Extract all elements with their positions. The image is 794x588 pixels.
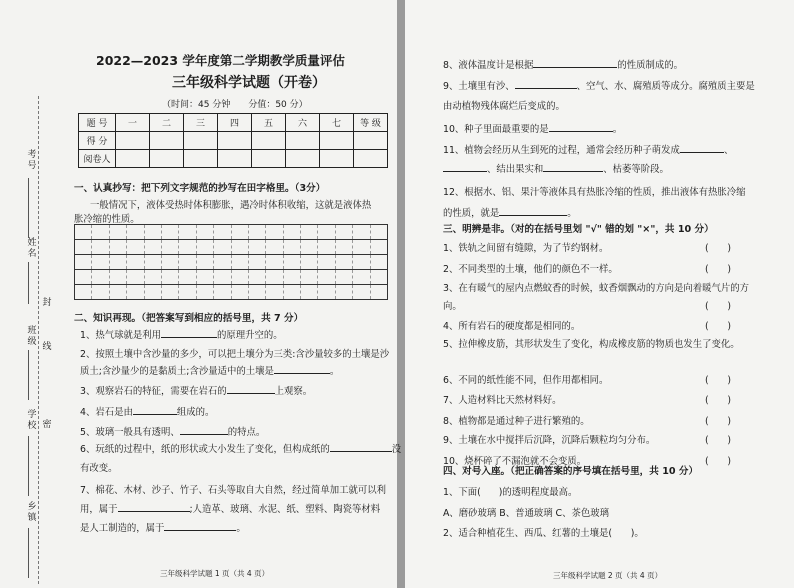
tianzige-cell[interactable] <box>162 285 179 299</box>
s2-q7-line1: 7、棉花、木材、沙子、竹子、石头等取自大自然，经过简单加工就可以利 <box>80 485 386 496</box>
grader-cell[interactable] <box>218 150 252 168</box>
score-cell[interactable] <box>286 132 320 150</box>
q9-text-a: 9、土壤里有沙、 <box>443 81 515 92</box>
tianzige-cell[interactable] <box>92 240 109 254</box>
name-field[interactable] <box>28 262 35 304</box>
answer-parenthesis[interactable]: ( ) <box>705 264 732 275</box>
tianzige-cell[interactable] <box>75 270 92 284</box>
s2-q6-text-a: 6、玩纸的过程中，纸的形状或大小发生了变化，但构成纸的 <box>80 444 330 455</box>
tianzige-cell[interactable] <box>284 225 301 239</box>
true-false-item: 3、在有暖气的屋内点燃蚊香的时候，蚊香烟飘动的方向是向着暖气片的方 <box>443 283 749 294</box>
q8-text-a: 8、液体温度计是根据 <box>443 60 534 71</box>
s2-q3-text-a: 3、观察岩石的特征，需要在岩石的 <box>80 386 227 397</box>
s2-q6-line1 <box>80 441 401 455</box>
tianzige-cell[interactable] <box>353 225 370 239</box>
true-false-item: 7、人造材料比天然材料好。 <box>443 395 562 406</box>
true-false-item: 向。 <box>443 301 462 312</box>
tianzige-cell[interactable] <box>301 270 318 284</box>
tianzige-cell[interactable] <box>75 255 92 269</box>
gutter-exam-no-label: 考号 <box>27 150 37 171</box>
tianzige-cell[interactable] <box>197 270 214 284</box>
tianzige-cell[interactable] <box>179 240 196 254</box>
tianzige-grid[interactable] <box>74 224 388 300</box>
s2-q7-blank-2[interactable] <box>164 521 236 531</box>
tianzige-cell[interactable] <box>92 270 109 284</box>
tianzige-cell[interactable] <box>75 240 92 254</box>
school-field[interactable] <box>28 436 35 496</box>
tianzige-cell[interactable] <box>249 240 266 254</box>
answer-parenthesis[interactable]: ( ) <box>705 416 732 427</box>
q12-line1: 12、根据水、铝、果汁等液体具有热胀冷缩的性质，推出液体有热胀冷缩 <box>443 187 746 198</box>
tianzige-cell[interactable] <box>179 255 196 269</box>
tianzige-cell[interactable] <box>127 240 144 254</box>
tianzige-cell[interactable] <box>162 270 179 284</box>
s2-q2-text-b: 质土;含沙量少的是黏质土;含沙量适中的土壤是 <box>80 366 274 377</box>
score-header-cell: 五 <box>252 114 286 132</box>
score-table-header <box>79 114 388 132</box>
tianzige-cell[interactable] <box>145 225 162 239</box>
s2-q4 <box>80 404 214 418</box>
q11-text-d: 、枯萎等阶段。 <box>603 164 669 175</box>
q10-text-b: 。 <box>612 124 623 135</box>
tianzige-cell[interactable] <box>214 240 231 254</box>
tianzige-cell[interactable] <box>266 270 283 284</box>
tianzige-cell[interactable] <box>249 270 266 284</box>
s2-q7-text-b: 用，属于 <box>80 504 118 515</box>
tianzige-cell[interactable] <box>179 225 196 239</box>
section-2-heading: 二、知识再现。（把答案写到相应的括号里，共 7 分） <box>74 313 304 324</box>
s1-text-line1: 一般情况下，液体受热时体积膨胀，遇冷时体积收缩，这就是液体热 <box>90 200 372 211</box>
q10 <box>443 121 622 135</box>
q10-text-a: 10、种子里面最重要的是 <box>443 124 549 135</box>
tianzige-cell[interactable] <box>197 225 214 239</box>
grader-row <box>79 150 388 168</box>
tianzige-cell[interactable] <box>284 270 301 284</box>
tianzige-cell[interactable] <box>266 240 283 254</box>
tianzige-cell[interactable] <box>127 255 144 269</box>
tianzige-cell[interactable] <box>92 255 109 269</box>
s4-q1 <box>443 484 577 498</box>
tianzige-cell[interactable] <box>266 255 283 269</box>
tianzige-cell[interactable] <box>127 270 144 284</box>
s2-q1-text-b: 的原理升空的。 <box>216 330 283 341</box>
gutter-secret-mark: 密 <box>42 420 52 430</box>
q10-blank[interactable] <box>549 122 613 132</box>
answer-parenthesis[interactable]: ( ) <box>705 301 732 312</box>
tianzige-cell[interactable] <box>336 240 353 254</box>
tianzige-cell[interactable] <box>266 285 283 299</box>
s2-q1 <box>80 327 283 341</box>
grader-cell[interactable] <box>320 150 354 168</box>
tianzige-cell[interactable] <box>318 225 335 239</box>
grader-cell[interactable] <box>184 150 218 168</box>
section-3-heading: 三、明辨是非。（对的在括号里划 "√" 错的划 "×"，共 10 分） <box>443 224 714 235</box>
tianzige-cell[interactable] <box>353 270 370 284</box>
s2-q7-blank-1[interactable] <box>118 502 190 512</box>
s2-q7-line2 <box>80 501 380 515</box>
q12-line2 <box>443 205 577 219</box>
score-table <box>78 113 388 168</box>
grader-cell[interactable] <box>252 150 286 168</box>
gutter-township-label: 乡镇 <box>27 502 37 523</box>
tianzige-cell[interactable] <box>284 285 301 299</box>
q11-blank-1[interactable] <box>680 143 724 153</box>
tianzige-cell[interactable] <box>179 270 196 284</box>
q8-text-b: 的性质制成的。 <box>617 60 683 71</box>
tianzige-cell[interactable] <box>266 225 283 239</box>
s2-q6-line2: 有改变。 <box>80 463 118 474</box>
q12-text-b: 的性质，就是 <box>443 208 500 219</box>
true-false-item: 2、不同类型的土壤，他们的颜色不一样。 <box>443 264 618 275</box>
tianzige-cell[interactable] <box>162 225 179 239</box>
true-false-item: 9、土壤在水中搅拌后沉降，沉降后颗粒均匀分布。 <box>443 435 656 446</box>
q8 <box>443 57 683 71</box>
tianzige-cell[interactable] <box>371 285 387 299</box>
s2-q6-text-b: 没 <box>391 444 402 455</box>
tianzige-row[interactable] <box>74 224 388 239</box>
answer-parenthesis[interactable]: ( ) <box>705 321 732 332</box>
s2-q4-blank[interactable] <box>133 405 177 415</box>
tianzige-cell[interactable] <box>110 240 127 254</box>
exam-meta: （时间：45 分钟 分值：50 分） <box>162 100 308 110</box>
tianzige-cell[interactable] <box>249 225 266 239</box>
s2-q7-text-d: 是人工制造的，属于 <box>80 523 165 534</box>
s4-q1-text-b: )的透明程度最高。 <box>498 487 578 498</box>
tianzige-cell[interactable] <box>336 285 353 299</box>
tianzige-cell[interactable] <box>284 255 301 269</box>
q11-text-b: 、 <box>723 145 734 156</box>
score-header-cell: 题 号 <box>79 114 116 132</box>
tianzige-cell[interactable] <box>197 240 214 254</box>
grader-cell[interactable] <box>354 150 388 168</box>
tianzige-cell[interactable] <box>301 255 318 269</box>
score-row-label: 得 分 <box>79 132 116 150</box>
tianzige-cell[interactable] <box>145 255 162 269</box>
answer-parenthesis[interactable]: ( ) <box>705 375 732 386</box>
s2-q2-line2 <box>80 363 339 377</box>
right-page <box>405 0 794 588</box>
tianzige-cell[interactable] <box>92 225 109 239</box>
q12-text-c: 。 <box>567 208 577 219</box>
true-false-item: 10、烧杯碎了不漏泡就不会变质。 <box>443 456 587 467</box>
grader-cell[interactable] <box>116 150 150 168</box>
answer-parenthesis[interactable]: ( ) <box>705 456 732 467</box>
true-false-item: 6、不同的纸性能不同，但作用都相同。 <box>443 375 609 386</box>
tianzige-cell[interactable] <box>232 270 249 284</box>
tianzige-cell[interactable] <box>127 285 144 299</box>
section-1-heading: 一、认真抄写：把下列文字规范的抄写在田字格里。（3分） <box>74 183 326 194</box>
township-field[interactable] <box>28 528 35 578</box>
q11-blank-3[interactable] <box>543 162 603 172</box>
grader-cell[interactable] <box>150 150 184 168</box>
s2-q7-line3 <box>80 520 246 534</box>
score-cell[interactable] <box>116 132 150 150</box>
answer-parenthesis[interactable]: ( ) <box>705 435 732 446</box>
exam-subtitle: 三年级科学试题（开卷） <box>172 75 326 91</box>
tianzige-cell[interactable] <box>301 285 318 299</box>
s2-q5-text-b: 的特点。 <box>227 427 266 438</box>
tianzige-cell[interactable] <box>197 285 214 299</box>
score-cell[interactable] <box>218 132 252 150</box>
tianzige-cell[interactable] <box>284 240 301 254</box>
s2-q4-text-b: 组成的。 <box>176 407 215 418</box>
tianzige-cell[interactable] <box>353 285 370 299</box>
tianzige-cell[interactable] <box>75 225 92 239</box>
tianzige-cell[interactable] <box>301 240 318 254</box>
s4-q1-text-a: 1、下面( <box>443 487 481 498</box>
exam-no-field[interactable] <box>28 178 35 238</box>
s2-q2-text-c: 。 <box>329 366 340 377</box>
score-header-cell: 六 <box>286 114 320 132</box>
section-4-heading: 四、对号入座。（把正确答案的序号填在括号里，共 10 分） <box>443 466 699 477</box>
tianzige-cell[interactable] <box>232 255 249 269</box>
tianzige-cell[interactable] <box>353 240 370 254</box>
score-cell[interactable] <box>320 132 354 150</box>
tianzige-cell[interactable] <box>318 270 335 284</box>
s2-q7-text-e: 。 <box>236 523 246 534</box>
gutter-line-mark: 线 <box>42 342 52 352</box>
tianzige-cell[interactable] <box>249 285 266 299</box>
s2-q3-blank[interactable] <box>227 384 275 394</box>
right-page-footer: 三年级科学试题 2 页（共 4 页） <box>553 571 663 580</box>
q11-line2 <box>443 161 669 175</box>
s2-q6-blank[interactable] <box>330 442 392 452</box>
q9-blank[interactable] <box>515 79 577 89</box>
tianzige-cell[interactable] <box>214 270 231 284</box>
tianzige-cell[interactable] <box>353 255 370 269</box>
s4-q1-options: A、磨砂玻璃 B、普通玻璃 C、茶色玻璃 <box>443 508 609 519</box>
score-cell[interactable] <box>184 132 218 150</box>
q9-line2: 由动植物残体腐烂后变成的。 <box>443 101 565 112</box>
tianzige-cell[interactable] <box>336 225 353 239</box>
tianzige-cell[interactable] <box>371 255 387 269</box>
q9-text-b: 、空气、水、腐殖质等成分。腐殖质主要是 <box>576 81 755 92</box>
answer-parenthesis[interactable]: ( ) <box>705 243 732 254</box>
tianzige-cell[interactable] <box>232 285 249 299</box>
s2-q1-blank[interactable] <box>161 328 217 338</box>
score-cell[interactable] <box>252 132 286 150</box>
score-cell[interactable] <box>150 132 184 150</box>
q9-line1 <box>443 78 755 92</box>
s2-q3-text-b: 上观察。 <box>274 386 313 397</box>
score-cell[interactable] <box>354 132 388 150</box>
q11-blank-2[interactable] <box>443 162 487 172</box>
q11-text-a: 11、植物会经历从生到死的过程，通常会经历种子萌发成 <box>443 145 680 156</box>
exam-title: 2022—2023 学年度第二学期教学质量评估 <box>96 53 345 68</box>
tianzige-cell[interactable] <box>318 240 335 254</box>
score-header-cell: 四 <box>218 114 252 132</box>
score-header-cell: 七 <box>320 114 354 132</box>
tianzige-cell[interactable] <box>110 255 127 269</box>
tianzige-cell[interactable] <box>110 225 127 239</box>
score-row <box>79 132 388 150</box>
tianzige-cell[interactable] <box>214 285 231 299</box>
tianzige-row[interactable] <box>74 239 388 254</box>
tianzige-cell[interactable] <box>145 240 162 254</box>
grader-cell[interactable] <box>286 150 320 168</box>
q11-line1 <box>443 142 733 156</box>
true-false-item: 1、铁轨之间留有缝隙，为了节约钢材。 <box>443 243 609 254</box>
q12-blank[interactable] <box>499 206 567 216</box>
tianzige-cell[interactable] <box>214 255 231 269</box>
tianzige-cell[interactable] <box>127 225 144 239</box>
seal-line <box>38 96 39 584</box>
tianzige-cell[interactable] <box>318 255 335 269</box>
answer-parenthesis[interactable]: ( ) <box>705 395 732 406</box>
q11-text-c: 、结出果实和 <box>487 164 544 175</box>
score-header-cell: 一 <box>116 114 150 132</box>
tianzige-cell[interactable] <box>232 240 249 254</box>
s2-q7-text-c: ;人造革、玻璃、水泥、纸、塑料、陶瓷等材料 <box>189 504 381 515</box>
q8-blank[interactable] <box>533 58 617 68</box>
tianzige-cell[interactable] <box>318 285 335 299</box>
tianzige-cell[interactable] <box>371 270 387 284</box>
tianzige-cell[interactable] <box>179 285 196 299</box>
s2-q4-text-a: 4、岩石是由 <box>80 407 133 418</box>
tianzige-row[interactable] <box>74 269 388 284</box>
gutter-seal-mark: 封 <box>42 298 52 308</box>
tianzige-cell[interactable] <box>110 285 127 299</box>
score-header-cell: 三 <box>184 114 218 132</box>
gutter-class-label: 班级 <box>27 326 37 347</box>
tianzige-row[interactable] <box>74 284 388 300</box>
tianzige-cell[interactable] <box>197 255 214 269</box>
tianzige-cell[interactable] <box>371 240 387 254</box>
s2-q2-blank[interactable] <box>274 364 330 374</box>
tianzige-cell[interactable] <box>336 255 353 269</box>
s1-text-line2: 胀冷缩的性质。 <box>74 214 140 225</box>
gutter-school-label: 学校 <box>27 410 37 431</box>
tianzige-cell[interactable] <box>214 225 231 239</box>
s2-q5-blank[interactable] <box>180 425 228 435</box>
true-false-item: 4、所有岩石的硬度都是相同的。 <box>443 321 581 332</box>
class-field[interactable] <box>28 350 35 400</box>
score-header-cell: 等 级 <box>354 114 388 132</box>
tianzige-cell[interactable] <box>110 270 127 284</box>
tianzige-cell[interactable] <box>336 270 353 284</box>
grader-row-label: 阅卷人 <box>79 150 116 168</box>
left-page-footer: 三年级科学试题 1 页（共 4 页） <box>160 569 270 578</box>
true-false-item: 5、拉伸橡皮筋，其形状发生了变化，构成橡皮筋的物质也发生了变化。 <box>443 339 740 350</box>
tianzige-cell[interactable] <box>371 225 387 239</box>
gutter-name-label: 姓名 <box>27 238 37 259</box>
tianzige-cell[interactable] <box>145 270 162 284</box>
s2-q3 <box>80 383 312 397</box>
tianzige-cell[interactable] <box>162 240 179 254</box>
score-header-cell: 二 <box>150 114 184 132</box>
binding-gutter <box>0 0 62 588</box>
s2-q5-text-a: 5、玻璃一般具有透明、 <box>80 427 180 438</box>
tianzige-cell[interactable] <box>92 285 109 299</box>
s2-q2-line1: 2、按照土壤中含沙量的多少，可以把土壤分为三类:含沙量较多的土壤是沙 <box>80 349 390 360</box>
true-false-item: 8、植物都是通过种子进行繁殖的。 <box>443 416 590 427</box>
tianzige-cell[interactable] <box>145 285 162 299</box>
tianzige-cell[interactable] <box>249 255 266 269</box>
s2-q5 <box>80 424 265 438</box>
s4-q2: 2、适合种植花生、西瓜、红薯的土壤是( )。 <box>443 528 644 539</box>
tianzige-row[interactable] <box>74 254 388 269</box>
tianzige-cell[interactable] <box>75 285 92 299</box>
tianzige-cell[interactable] <box>232 225 249 239</box>
s2-q1-text-a: 1、热气球就是利用 <box>80 330 161 341</box>
tianzige-cell[interactable] <box>301 225 318 239</box>
tianzige-cell[interactable] <box>162 255 179 269</box>
